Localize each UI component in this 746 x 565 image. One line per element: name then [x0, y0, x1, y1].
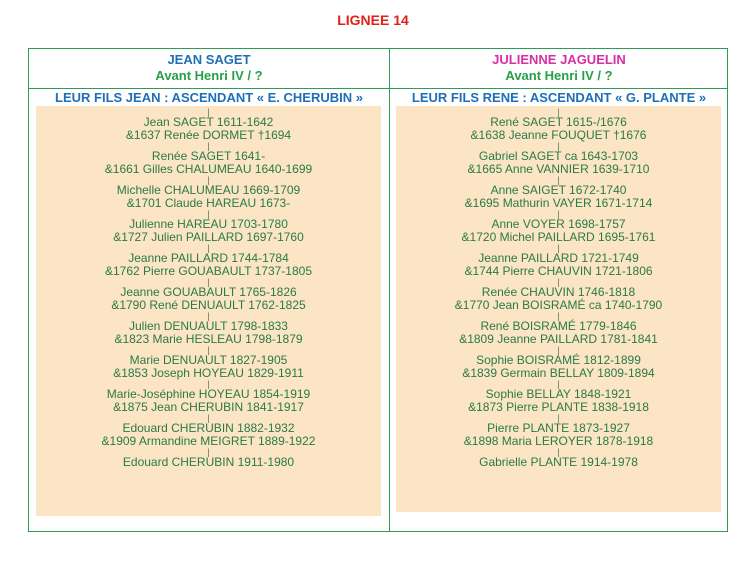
spouse-line: &1875 Jean CHERUBIN 1841-1917	[113, 400, 304, 414]
spouse-line: &1873 Pierre PLANTE 1838-1918	[468, 400, 649, 414]
left-ancestor-period: Avant Henri IV / ?	[155, 68, 263, 83]
lineage-connector: |	[557, 413, 560, 423]
spouse-line: &1637 Renée DORMET †1694	[125, 128, 292, 142]
spouse-line: &1701 Claude HAREAU 1673-	[126, 196, 291, 210]
spouse-line: &1744 Pierre CHAUVIN 1721-1806	[464, 264, 653, 278]
descendant-name: Julien DENUAULT 1798-1833	[129, 319, 288, 333]
left-column	[29, 49, 389, 469]
generation-entry	[396, 354, 721, 380]
generation-entry	[396, 456, 721, 469]
generation-entry	[396, 388, 721, 414]
generation-entry	[396, 286, 721, 312]
lineage-connector: |	[557, 107, 560, 117]
spouse-line: &1661 Gilles CHALUMEAU 1640-1699	[104, 162, 313, 176]
descendant-name: Jeanne PAILLARD 1744-1784	[128, 251, 289, 265]
descendant-name: Pierre PLANTE 1873-1927	[487, 421, 630, 435]
spouse-line: &1909 Armandine MEIGRET 1889-1922	[101, 434, 316, 448]
right-ancestor-period: Avant Henri IV / ?	[505, 68, 613, 83]
generation-entry	[36, 320, 381, 346]
generation-entry	[396, 252, 721, 278]
descendant-name: Edouard CHERUBIN 1911-1980	[122, 455, 295, 469]
left-ancestor-name: JEAN SAGET	[167, 52, 251, 67]
spouse-line: &1695 Mathurin VAYER 1671-1714	[464, 196, 653, 210]
generation-entry	[396, 150, 721, 176]
generation-entry	[36, 150, 381, 176]
descendant-name: Jeanne GOUABAULT 1765-1826	[120, 285, 297, 299]
generation-entry	[36, 388, 381, 414]
lineage-connector: |	[207, 209, 210, 219]
descendant-name: Anne VOYER 1698-1757	[491, 217, 626, 231]
generation-entry	[396, 320, 721, 346]
lineage-connector: |	[207, 175, 210, 185]
lineage-connector: |	[557, 345, 560, 355]
descendant-name: Renée CHAUVIN 1746-1818	[481, 285, 636, 299]
generation-entry	[36, 286, 381, 312]
header-divider	[29, 88, 727, 89]
right-lineage-title: LEUR FILS RENE : ASCENDANT « G. PLANTE »	[411, 90, 707, 105]
spouse-line: &1898 Maria LEROYER 1878-1918	[463, 434, 654, 448]
spouse-line: &1809 Jeanne PAILLARD 1781-1841	[459, 332, 658, 346]
lineage-connector: |	[207, 277, 210, 287]
lineage-table	[28, 48, 728, 532]
generation-entry	[396, 218, 721, 244]
descendant-name: Marie-Joséphine HOYEAU 1854-1919	[106, 387, 311, 401]
spouse-line: &1638 Jeanne FOUQUET †1676	[470, 128, 647, 142]
lineage-connector: |	[557, 209, 560, 219]
spouse-line: &1665 Anne VANNIER 1639-1710	[467, 162, 650, 176]
spouse-line: &1762 Pierre GOUABAULT 1737-1805	[104, 264, 312, 278]
spouse-line: &1853 Joseph HOYEAU 1829-1911	[113, 366, 304, 380]
lineage-connector: |	[207, 243, 210, 253]
generation-entry	[36, 456, 381, 469]
spouse-line: &1790 René DENUAULT 1762-1825	[111, 298, 306, 312]
spouse-line: &1720 Michel PAILLARD 1695-1761	[461, 230, 656, 244]
spouse-line: &1839 Germain BELLAY 1809-1894	[462, 366, 655, 380]
descendant-name: René SAGET 1615-/1676	[490, 115, 627, 129]
generation-entry	[396, 184, 721, 210]
lineage-connector: |	[207, 379, 210, 389]
right-ancestor-name: JULIENNE JAGUELIN	[492, 52, 626, 67]
spouse-line: &1770 Jean BOISRAMÉ ca 1740-1790	[454, 298, 663, 312]
descendant-name: Edouard CHERUBIN 1882-1932	[122, 421, 295, 435]
lineage-connector: |	[207, 311, 210, 321]
lineage-connector: |	[557, 243, 560, 253]
generation-entry	[36, 116, 381, 142]
descendant-name: Michelle CHALUMEAU 1669-1709	[116, 183, 301, 197]
spouse-line: &1727 Julien PAILLARD 1697-1760	[113, 230, 304, 244]
spouse-line: &1823 Marie HESLEAU 1798-1879	[114, 332, 303, 346]
right-descendants-panel	[396, 106, 721, 512]
descendant-name: Marie DENUAULT 1827-1905	[129, 353, 288, 367]
lineage-connector: |	[557, 277, 560, 287]
descendant-name: René BOISRAMÉ 1779-1846	[480, 319, 637, 333]
column-divider	[389, 49, 390, 531]
descendant-name: Sophie BOISRAMÉ 1812-1899	[476, 353, 641, 367]
lineage-connector: |	[207, 141, 210, 151]
generation-entry	[36, 252, 381, 278]
descendant-name: Jeanne PAILLARD 1721-1749	[478, 251, 639, 265]
descendant-name: Sophie BELLAY 1848-1921	[485, 387, 632, 401]
right-column	[390, 49, 728, 469]
descendant-name: Jean SAGET 1611-1642	[143, 115, 274, 129]
generation-list	[396, 106, 721, 469]
descendant-name: Renée SAGET 1641-	[151, 149, 266, 163]
descendant-name: Gabriel SAGET ca 1643-1703	[478, 149, 639, 163]
descendant-name: Anne SAIGET 1672-1740	[490, 183, 627, 197]
lineage-connector: |	[207, 413, 210, 423]
lineage-connector: |	[207, 447, 210, 457]
lineage-connector: |	[557, 175, 560, 185]
generation-entry	[36, 422, 381, 448]
page-title: LIGNEE 14	[337, 12, 409, 28]
generation-entry	[396, 116, 721, 142]
lineage-connector: |	[557, 311, 560, 321]
descendant-name: Julienne HAREAU 1703-1780	[129, 217, 288, 231]
descendant-name: Gabrielle PLANTE 1914-1978	[479, 455, 638, 469]
generation-entry	[36, 184, 381, 210]
lineage-connector: |	[207, 345, 210, 355]
generation-entry	[36, 218, 381, 244]
left-lineage-title: LEUR FILS JEAN : ASCENDANT « E. CHERUBIN »	[55, 90, 363, 105]
generation-entry	[36, 354, 381, 380]
lineage-connector: |	[207, 107, 210, 117]
lineage-connector: |	[557, 447, 560, 457]
generation-entry	[396, 422, 721, 448]
lineage-connector: |	[557, 141, 560, 151]
generation-list	[36, 106, 381, 469]
left-descendants-panel	[36, 106, 381, 516]
lineage-connector: |	[557, 379, 560, 389]
